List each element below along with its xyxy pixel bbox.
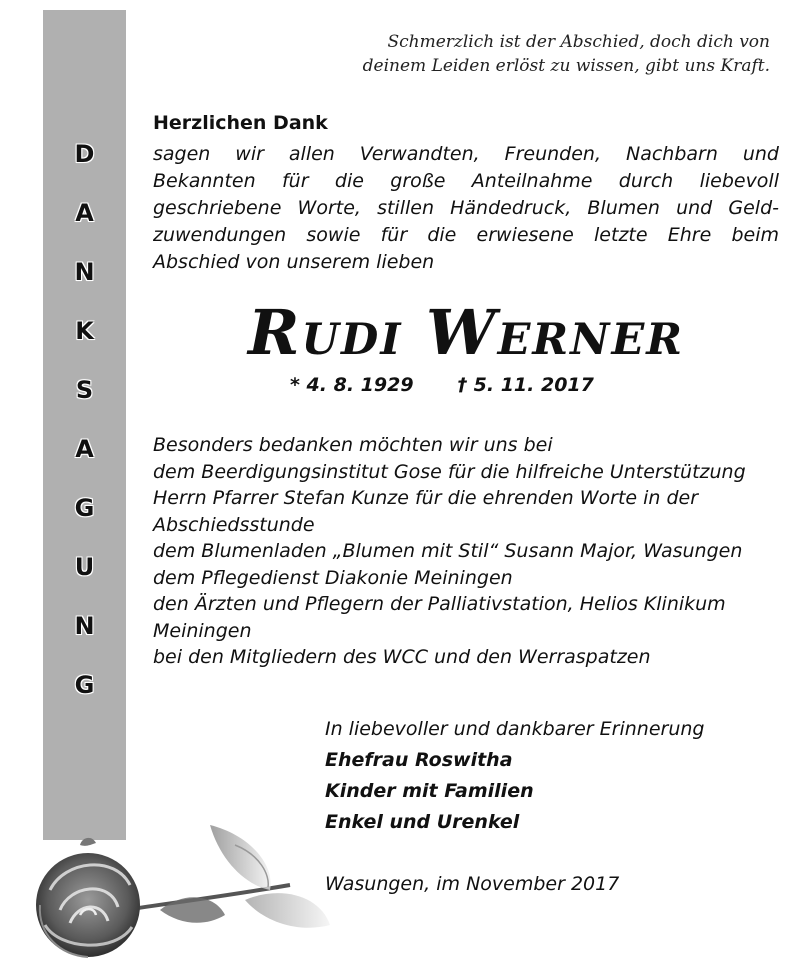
death-date: † 5. 11. 2017 (457, 374, 594, 396)
birth-date: * 4. 8. 1929 (290, 374, 414, 396)
family-member: Ehefrau Roswitha (325, 749, 513, 771)
vertical-letter: U (74, 553, 95, 581)
special-thanks-line: dem Beerdigungsinstitut Gose für die hilfreiche Unterstützung (153, 460, 746, 483)
family-member: Enkel und Urenkel (325, 811, 520, 833)
vertical-letter: D (74, 140, 95, 168)
special-thanks-line: Abschiedsstunde (153, 513, 315, 536)
thanks-line: Bekannten für die große Anteilnahme durch liebevoll (153, 170, 779, 192)
vertical-letter: K (75, 317, 94, 345)
motto-line: Schmerzlich ist der Abschied, doch dich von (387, 32, 770, 52)
thanks-heading: Herzlichen Dank (153, 112, 328, 134)
vertical-letter: S (75, 376, 94, 404)
family-signature (325, 714, 704, 838)
vertical-letter: A (75, 199, 94, 227)
deceased-name: Rudi Werner (248, 296, 684, 369)
place-and-date: Wasungen, im November 2017 (325, 873, 620, 895)
thanks-line: Abschied von unserem lieben (153, 251, 435, 273)
rose-icon (20, 815, 340, 964)
special-thanks-line: Meiningen (153, 619, 252, 642)
motto-line: deinem Leiden erlöst zu wissen, gibt uns Kraft. (362, 56, 770, 76)
vertical-letter: G (74, 671, 95, 699)
family-member: Kinder mit Familien (325, 780, 534, 802)
special-thanks-line: den Ärzten und Pflegern der Palliativstation, Helios Klinikum (153, 593, 726, 615)
family-intro: In liebevoller und dankbarer Erinnerung (325, 718, 705, 740)
vertical-letter: N (74, 258, 95, 286)
vertical-title (43, 140, 126, 730)
special-thanks (153, 432, 793, 671)
vertical-letter: N (74, 612, 95, 640)
thanks-line: geschriebene Worte, stillen Händedruck, Blumen und Geld- (153, 197, 779, 219)
motto-quote (330, 30, 770, 78)
life-dates (290, 374, 638, 396)
thanks-line: zuwendungen sowie für die erwiesene letzte Ehre beim (153, 224, 779, 246)
special-thanks-line: dem Blumenladen „Blumen mit Stil“ Susann Major, Wasungen (153, 540, 743, 562)
thanks-line: sagen wir allen Verwandten, Freunden, Nachbarn und (153, 143, 779, 165)
special-thanks-line: dem Pflegedienst Diakonie Meiningen (153, 566, 513, 589)
special-thanks-line: bei den Mitgliedern des WCC und den Werraspatzen (153, 646, 651, 668)
special-thanks-line: Herrn Pfarrer Stefan Kunze für die ehrenden Worte in der (153, 487, 699, 509)
vertical-letter: G (74, 494, 95, 522)
special-thanks-line: Besonders bedanken möchten wir uns bei (153, 434, 553, 456)
vertical-letter: A (75, 435, 94, 463)
thanks-paragraph (153, 141, 779, 276)
